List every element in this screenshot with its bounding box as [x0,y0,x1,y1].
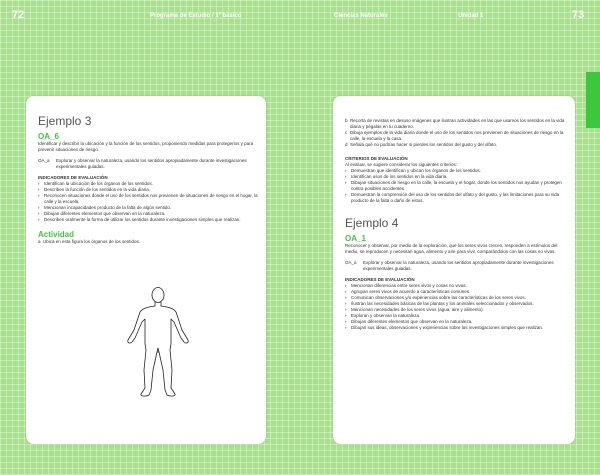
criteria-intro: Al evaluar, se sugiere considerar los siguientes criterios: [345,162,458,167]
list-item: › Identifican la ubicación de los órganos de los sentidos. [38,181,258,187]
activity-list-right [345,118,567,148]
indicators-list [38,181,258,223]
list-item: › Describen oralmente la forma de utilizar los sentidos durante investigaciones simples que realizan. [38,217,258,223]
item-letter: a [38,239,41,244]
item-text: Dibuja ejemplos de la vida diaria donde el uso de los sentidos nos previenen de situaciones de riesgo en la calle, la escuela y la casa. [350,130,564,141]
example-4-card [333,96,575,444]
subject-title: Ciencias Naturales [334,13,388,19]
list-item [38,239,258,245]
program-title: Programa de Estudio / 1º básico [150,13,242,19]
item-letter: d [345,142,348,147]
indicators-list [345,283,567,331]
skill-text: Explorar y observar la naturaleza, usando los sentidos apropiadamente durante investigaciones experimentales guiadas. [56,158,247,169]
list-item: › Demuestran la comprensión del uso de los sentidos del olfato y del gusto, y las limitaciones para su vida producto de la falta o daño de estos. [345,192,567,204]
oa-6-text: Identificar y describir la ubicación y la función de los sentidos, proponiendo medidas para protegerlos y para prevenir situaciones de riesgo. [38,141,254,152]
indicators-heading: INDICADORES DE EVALUACIÓN [345,277,415,282]
item-text: Recorta de revistas en desuso imágenes que ilustran actividades en las que usamos los sentidos en la vida diaria y pégalas en tu cuaderno. [350,118,565,129]
list-item: › Dibujan sus ideas, observaciones y experiencias sobre las investigaciones simples que realizan. [345,325,567,331]
criteria-list [345,168,567,204]
skill-line [38,158,258,170]
list-item [345,118,567,130]
item-letter: c [345,130,348,135]
list-item: › Mencionan necesidades de los seres vivos (agua, aire y alimento). [345,307,567,313]
list-item [345,130,567,142]
page-number-right: 73 [572,9,585,21]
criteria-heading: CRITERIOS DE EVALUACIÓN [345,156,408,161]
skill-code: OA_a [38,158,50,163]
item-letter: b [345,118,348,123]
list-item: › Mencionan incapacidades producto de la falta de algún sentido. [38,205,258,211]
example-4-title: Ejemplo 4 [345,216,399,230]
list-item: › Dibujan diferentes elementos que observan en la naturaleza. [38,211,258,217]
list-item: › Exploran y observan la naturaleza. [345,313,567,319]
unit-title: Unidad 1 [458,13,484,19]
list-item [345,142,567,148]
list-item: › Identifican usos de los sentidos en la vida diaria. [345,174,567,180]
activity-title: Actividad [38,230,75,239]
list-item: › Demuestran que identifican y ubican los órganos de los sentidos. [345,168,567,174]
example-3-card [26,96,266,444]
list-item: › Describen la función de los sentidos en la vida diaria. [38,187,258,193]
activity-list-left [38,239,258,245]
page-number-left: 72 [12,9,25,21]
oa-1-text: Reconocer y observar, por medio de la exploración, que los seres vivos crecen, responden a estímulos del medio, se reproducen y necesitan agua, alimento y aire para vivir, comparándolos con las cosas no vivas. [345,243,558,254]
list-item: › Comunican observaciones y/o experiencias sobre las características de los seres vivos. [345,295,567,301]
oa-1-code: OA_1 [345,234,366,243]
list-item: › Mencionan diferencias entre seres vivos y cosas no vivas. [345,283,567,289]
skill-code: OA_a [345,260,357,265]
human-body-outline [121,286,195,398]
skill-line [345,260,567,272]
oa-6-code: OA_6 [38,132,59,141]
list-item: › Dibujan diferentes elementos que observan en la naturaleza. [345,319,567,325]
item-text: Ubica en esta figura los órganos de los sentidos. [43,239,141,244]
indicators-heading: INDICADORES DE EVALUACIÓN [38,175,108,180]
list-item: › Reconocen situaciones donde el uso de los sentidos nos previenen de situaciones de riesgo en el hogar, la calle y la escuela. [38,193,258,205]
example-3-title: Ejemplo 3 [38,114,92,128]
list-item: › Dibujan situaciones de riesgo en la calle, la escuela y el hogar, donde los sentidos nos ayudan y protegen contra posibles accidentes. [345,180,567,192]
unit-tab-marker [586,72,600,128]
list-item: › Ilustran las necesidades básicas de las plantas y los animales seleccionados y observados. [345,301,567,307]
list-item: › Agrupan seres vivos de acuerdo a características comunes. [345,289,567,295]
skill-text: Explorar y observar la naturaleza, usando los sentidos apropiadamente durante investigaciones experimentales guiadas. [363,260,554,271]
item-text: Señala qué no podrías hacer si pierdes los sentidos del gusto y del olfato. [350,142,498,147]
